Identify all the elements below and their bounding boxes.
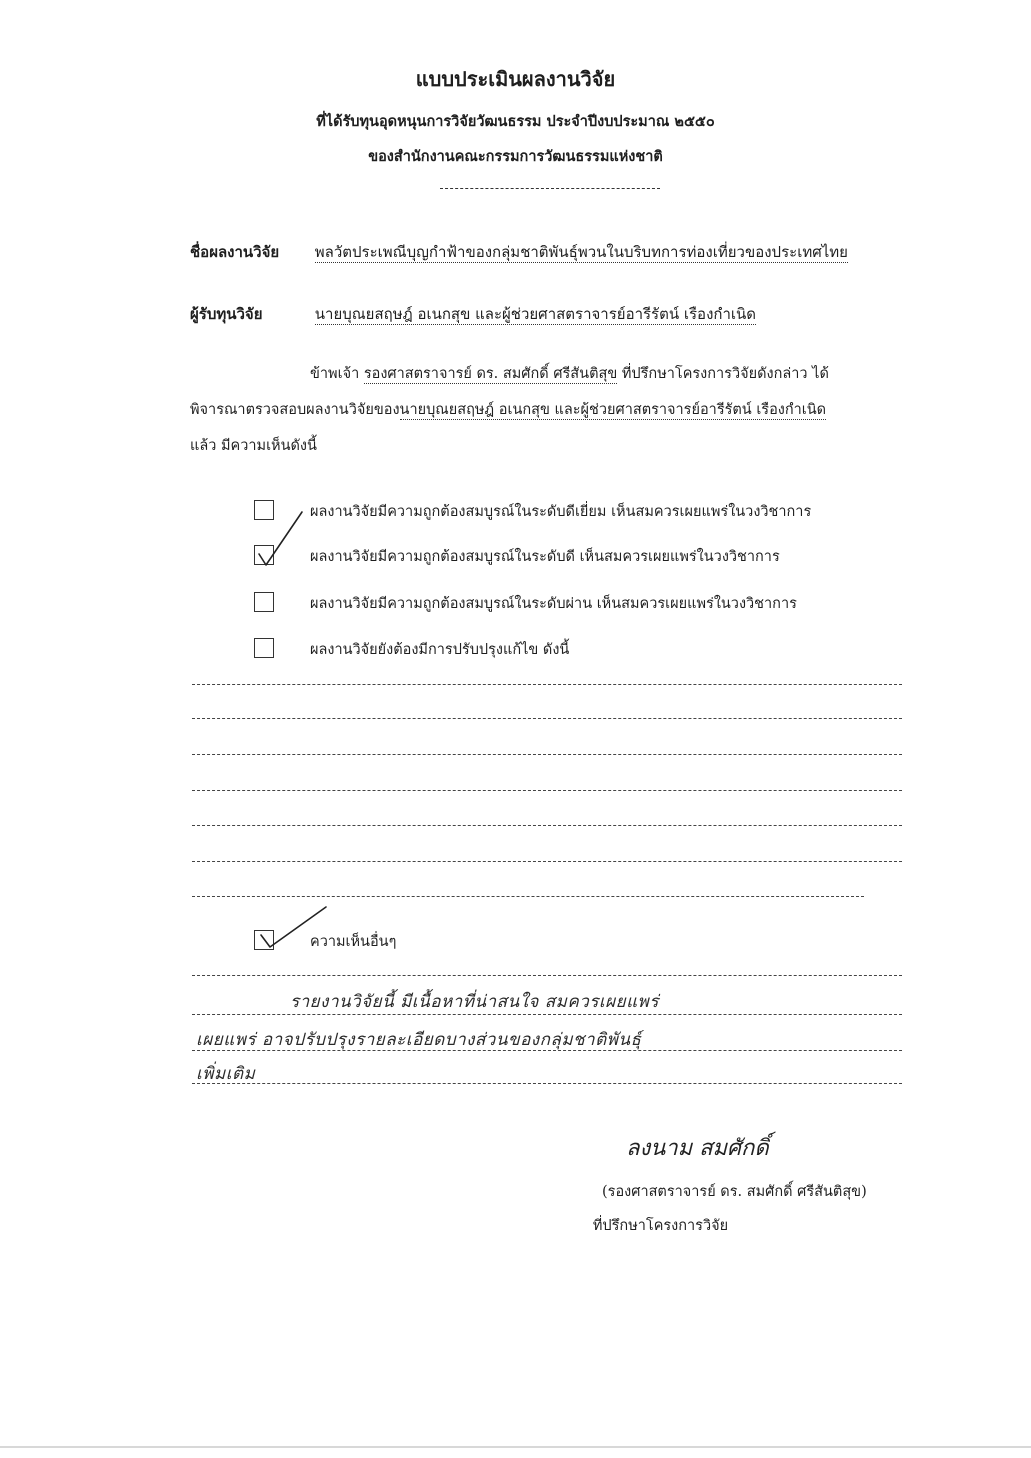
grantee-label: ผู้รับทุนวิจัย (190, 305, 263, 323)
reviewer-name: รองศาสตราจารย์ ดร. สมศักดิ์ ศรีสันติสุข (363, 366, 618, 382)
statement-researcher-names: นายบุณยสฤษฎ์ อเนกสุข และผู้ช่วยศาสตราจารย์อารีรัตน์ เรืองกำเนิด (399, 402, 827, 418)
statement-suffix: ที่ปรึกษาโครงการวิจัยดังกล่าว ได้ (621, 366, 829, 382)
title-divider (440, 188, 660, 189)
revision-line-2 (192, 718, 902, 719)
research-title-value: พลวัตประเพณีบุญกำฟ้าของกลุ่มชาติพันธุ์พวนในบริบทการท่องเที่ยวของประเทศไทย (314, 243, 848, 261)
revision-line-1 (192, 684, 902, 685)
option-revise-label: ผลงานวิจัยยังต้องมีการปรับปรุงแก้ไข ดังนี้ (310, 642, 570, 658)
revision-line-4 (192, 790, 902, 791)
form-subtitle-office: ของสำนักงานคณะกรรมการวัฒนธรรมแห่งชาติ (368, 148, 663, 165)
statement-line-2 (190, 398, 826, 421)
revision-line-5 (192, 825, 902, 826)
page-bottom-edge (0, 1446, 1031, 1448)
revision-line-6 (192, 861, 902, 862)
option-excellent-label: ผลงานวิจัยมีความถูกต้องสมบูรณ์ในระดับดีเยี่ยม เห็นสมควรเผยแพร่ในวงวิชาการ (310, 504, 812, 520)
signer-name: (รองศาสตราจารย์ ดร. สมศักดิ์ ศรีสันติสุข) (602, 1184, 867, 1200)
handwritten-opinion-line-1: รายงานวิจัยนี้ มีเนื้อหาที่น่าสนใจ สมควรเผยแพร่ (290, 992, 659, 1012)
opinion-line-4 (192, 1083, 902, 1084)
research-title-label: ชื่อผลงานวิจัย (190, 243, 280, 261)
statement-prefix: ข้าพเจ้า (310, 366, 360, 382)
signature-handwriting: ลงนาม สมศักดิ์ (626, 1136, 769, 1161)
revision-line-7 (192, 896, 864, 897)
revision-line-3 (192, 754, 902, 755)
handwritten-opinion-line-3: เพิ่มเติม (196, 1064, 256, 1084)
research-title-row (190, 240, 848, 264)
signer-role: ที่ปรึกษาโครงการวิจัย (592, 1218, 729, 1234)
statement-line-3: แล้ว มีความเห็นดังนี้ (190, 438, 317, 454)
grantee-value: นายบุณยสฤษฎ์ อเนกสุข และผู้ช่วยศาสตราจารย์อารีรัตน์ เรืองกำเนิด (314, 305, 757, 323)
handwritten-opinion-line-2: เผยแพร่ อาจปรับปรุงรายละเอียดบางส่วนของกลุ่มชาติพันธุ์ (196, 1030, 642, 1050)
option-good-label: ผลงานวิจัยมีความถูกต้องสมบูรณ์ในระดับดี เห็นสมควรเผยแพร่ในวงวิชาการ (310, 549, 780, 565)
form-title: แบบประเมินผลงานวิจัย (415, 67, 616, 91)
opinion-line-1 (192, 975, 902, 976)
check-mark-icon (258, 905, 330, 955)
statement-line2-prefix: พิจารณาตรวจสอบผลงานวิจัยของ (190, 402, 400, 418)
statement-line-1 (310, 362, 829, 385)
option-pass-label: ผลงานวิจัยมีความถูกต้องสมบูรณ์ในระดับผ่าน เห็นสมควรเผยแพร่ในวงวิชาการ (310, 596, 797, 612)
checkbox-pass[interactable] (254, 592, 274, 612)
form-subtitle-grant: ที่ได้รับทุนอุดหนุนการวิจัยวัฒนธรรม ประจำปีงบประมาณ ๒๕๕๐ (316, 113, 715, 130)
other-opinion-label: ความเห็นอื่นๆ (310, 934, 397, 950)
checkbox-revise[interactable] (254, 638, 274, 658)
grantee-row (190, 302, 756, 326)
check-mark-icon (254, 510, 314, 570)
